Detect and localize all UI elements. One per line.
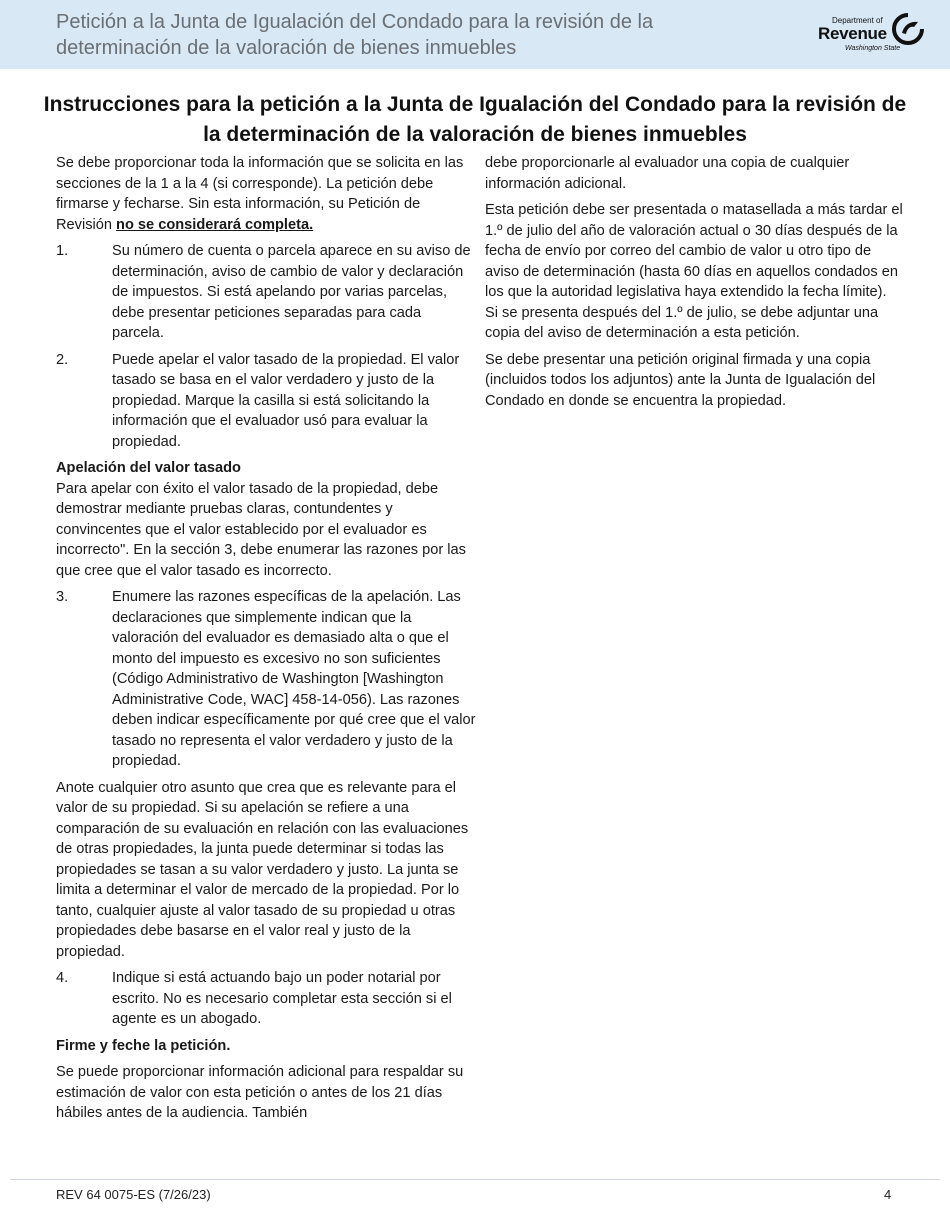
logo-line-3: Washington State [845, 45, 901, 52]
sign-heading: Firme y feche la petición. [56, 1037, 231, 1054]
item-number: 2. [56, 351, 69, 368]
appeal-paragraph: Para apelar con éxito el valor tasado de la propiedad, debe demostrar mediante pruebas claras, contundentes y convincentes que el valor establecido por el evaluador es incorrecto". En la sección 3, debe enumerar las razones por las que cree que el valor tasado es incorrecto. [56, 480, 466, 579]
header-banner [0, 0, 950, 69]
item-number: 4. [56, 970, 69, 986]
item-text: Puede apelar el valor tasado de la propiedad. El valor tasado se basa en el valor verdadero y justo de la propiedad. Marque la casilla si está solicitando la información que el evaluador usó para evaluar la propiedad. [112, 351, 460, 450]
footer-divider [10, 1179, 940, 1180]
page-number: 4 [884, 1187, 892, 1202]
paragraph: Esta petición debe ser presentada o matasellada a más tardar el 1.º de julio del año de valoración actual o 30 días después de la fecha de envío por correo del cambio de valor u otro tipo de aviso de determinación (hasta 60 días en aquellos condados en los que la autoridad legislativa haya extendido la fecha límite). Si se presenta después del 1.º de julio, se debe adjuntar una copia del aviso de determinación a esta petición. [485, 202, 903, 341]
list-item [56, 968, 476, 1030]
item-text: Indique si está actuando bajo un poder notarial por escrito. No es necesario completar esta sección si el agente es un abogado. [112, 970, 452, 1027]
item-continuation: Anote cualquier otro asunto que crea que es relevante para el valor de su propiedad. Si su apelación se refiere a una comparación de su evaluación en relación con las evaluaciones de otras propiedades, la junta puede determinar si todas las propiedades se tasan a su valor verdadero y justo. La junta se limita a determinar el valor de mercado de la propiedad. Por lo tanto, cualquier ajuste al valor tasado de su propiedad u otras propiedades debe basarse en el valor real y justo de la propiedad. [56, 779, 469, 960]
form-id: REV 64 0075-ES (7/26/23) [56, 1187, 211, 1202]
paragraph: debe proporcionarle al evaluador una copia de cualquier información adicional. [485, 155, 850, 192]
list-item [56, 350, 476, 453]
additional-info-paragraph: Se puede proporcionar información adicional para respaldar su estimación de valor con esta petición o antes de los 21 días hábiles antes de la audiencia. También [56, 1064, 464, 1121]
list-item [56, 241, 476, 344]
item-number: 3. [56, 589, 69, 605]
item-text: Enumere las razones específicas de la apelación. Las declaraciones que simplemente indican que la valoración del evaluador es demasiado alta o que el monto del impuesto es excesivo no son suficientes (Código Administrativo de Washington [Washington Administrative Code, WAC] 458-14-056). Las razones deben indicar específicamente por qué cree que el valor tasado no representa el valor verdadero y justo de la propiedad. [112, 589, 476, 769]
intro-emphasis: no se considerará completa. [116, 216, 314, 233]
banner-title: Petición a la Junta de Igualación del Condado para la revisión de la determinación de la valoración de bienes inmuebles [56, 11, 654, 59]
logo-line-2: Revenue [818, 24, 887, 43]
logo-line-1: Department of [832, 16, 883, 25]
appeal-heading: Apelación del valor tasado [56, 460, 241, 476]
left-column [56, 153, 476, 1130]
item-number: 1. [56, 243, 69, 259]
intro-paragraph [56, 153, 476, 235]
dor-emblem-icon [892, 13, 924, 45]
page-title: Instrucciones para la petición a la Junta de Igualación del Condado para la revisión de la determinación de la valoración de bienes inmuebles [43, 93, 907, 146]
intro-text: Se debe proporcionar toda la información que se solicita en las secciones de la 1 a la 4 (si corresponde). La petición debe firmarse y fecharse. Sin esta información, su Petición de Revisión [56, 155, 464, 233]
paragraph: Se debe presentar una petición original firmada y una copia (incluidos todos los adjuntos) ante la Junta de Igualación del Condado en donde se encuentra la propiedad. [485, 351, 876, 409]
list-item [56, 587, 476, 772]
dor-logo [818, 13, 928, 59]
right-column [485, 153, 903, 417]
item-text: Su número de cuenta o parcela aparece en su aviso de determinación, aviso de cambio de valor y declaración de impuestos. Si está apelando por varias parcelas, debe presentar peticiones separadas para cada parcela. [112, 243, 471, 341]
